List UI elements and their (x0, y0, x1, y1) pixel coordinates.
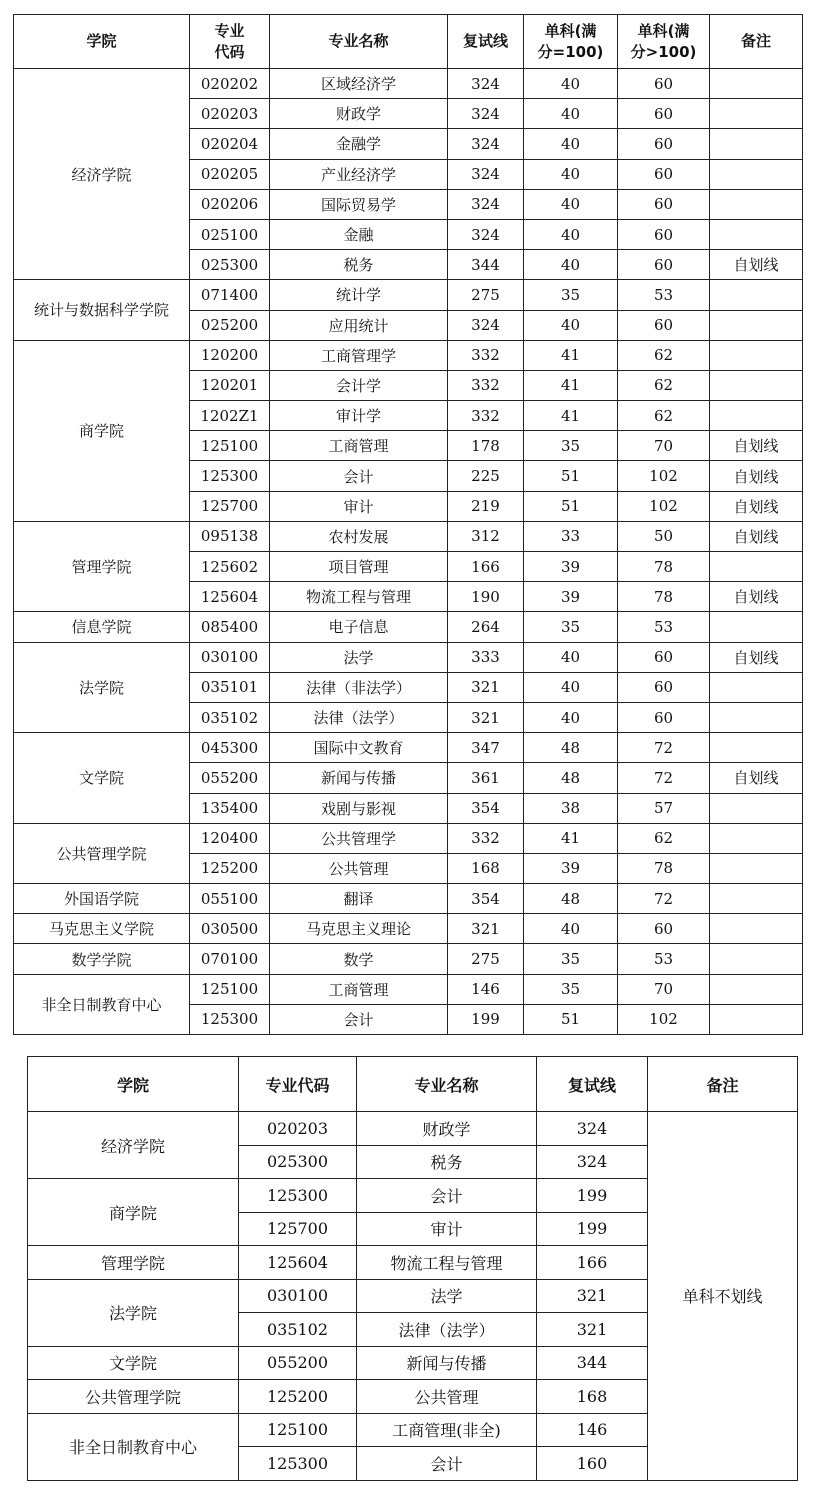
major-code-cell: 125200 (190, 853, 270, 883)
major-code-cell: 1202Z1 (190, 401, 270, 431)
single-100-cell: 40 (524, 250, 618, 280)
major-code-cell: 035102 (239, 1313, 357, 1347)
major-name-cell: 国际中文教育 (270, 733, 448, 763)
major-name-cell: 项目管理 (270, 552, 448, 582)
college-cell: 法学院 (14, 642, 190, 733)
table-row (14, 733, 803, 763)
header-college: 学院 (28, 1057, 239, 1112)
cutoff-score-cell: 166 (448, 552, 524, 582)
table-row (14, 280, 803, 310)
cutoff-score-cell: 324 (448, 189, 524, 219)
note-cell (710, 340, 803, 370)
note-cell: 自划线 (710, 461, 803, 491)
major-name-cell: 审计 (357, 1212, 537, 1246)
single-100-cell: 40 (524, 672, 618, 702)
major-name-cell: 会计 (357, 1447, 537, 1481)
major-code-cell: 125200 (239, 1380, 357, 1414)
note-cell (710, 552, 803, 582)
note-cell: 自划线 (710, 250, 803, 280)
single-100-cell: 40 (524, 159, 618, 189)
cutoff-score-cell: 199 (537, 1179, 648, 1213)
major-code-cell: 035102 (190, 702, 270, 732)
major-name-cell: 法律（非法学） (270, 672, 448, 702)
single-100-cell: 41 (524, 401, 618, 431)
single-over-100-cell: 78 (618, 853, 710, 883)
college-cell: 外国语学院 (14, 884, 190, 914)
major-code-cell: 120201 (190, 370, 270, 400)
cutoff-score-cell: 219 (448, 491, 524, 521)
single-over-100-cell: 60 (618, 69, 710, 99)
major-code-cell: 025300 (239, 1145, 357, 1179)
header-single-over-100-line1: 单科(满 (637, 21, 690, 40)
major-code-cell: 125604 (190, 582, 270, 612)
major-code-cell: 125100 (190, 431, 270, 461)
major-name-cell: 应用统计 (270, 310, 448, 340)
single-100-cell: 41 (524, 823, 618, 853)
college-cell: 非全日制教育中心 (14, 974, 190, 1034)
cutoff-score-cell: 347 (448, 733, 524, 763)
note-cell: 自划线 (710, 582, 803, 612)
cutoff-score-cell: 275 (448, 944, 524, 974)
note-cell (710, 1004, 803, 1034)
college-cell: 商学院 (28, 1179, 239, 1246)
single-over-100-cell: 72 (618, 763, 710, 793)
cutoff-table-main (13, 14, 803, 1035)
major-code-cell: 070100 (190, 944, 270, 974)
single-100-cell: 39 (524, 582, 618, 612)
single-over-100-cell: 72 (618, 733, 710, 763)
header-single-100-line1: 单科(满 (544, 21, 597, 40)
note-cell (710, 853, 803, 883)
header-note: 备注 (648, 1057, 798, 1112)
note-cell (710, 672, 803, 702)
note-cell (710, 99, 803, 129)
single-over-100-cell: 53 (618, 944, 710, 974)
table-row (14, 944, 803, 974)
note-cell (710, 401, 803, 431)
college-cell: 非全日制教育中心 (28, 1413, 239, 1480)
single-over-100-cell: 62 (618, 401, 710, 431)
single-over-100-cell: 60 (618, 99, 710, 129)
major-code-cell: 120400 (190, 823, 270, 853)
cutoff-score-cell: 361 (448, 763, 524, 793)
college-cell: 文学院 (28, 1346, 239, 1380)
college-cell: 公共管理学院 (14, 823, 190, 883)
note-cell (710, 793, 803, 823)
major-code-cell: 125100 (239, 1413, 357, 1447)
table-row (14, 914, 803, 944)
header-college: 学院 (14, 15, 190, 69)
major-name-cell: 会计 (270, 461, 448, 491)
single-100-cell: 40 (524, 99, 618, 129)
cutoff-score-cell: 324 (448, 159, 524, 189)
single-over-100-cell: 62 (618, 823, 710, 853)
note-cell (710, 370, 803, 400)
cutoff-score-cell: 324 (448, 310, 524, 340)
major-name-cell: 法学 (357, 1279, 537, 1313)
cutoff-score-cell: 324 (448, 69, 524, 99)
single-100-cell: 38 (524, 793, 618, 823)
single-100-cell: 48 (524, 884, 618, 914)
major-name-cell: 戏剧与影视 (270, 793, 448, 823)
header-cutoff-score: 复试线 (537, 1057, 648, 1112)
major-name-cell: 新闻与传播 (357, 1346, 537, 1380)
single-over-100-cell: 60 (618, 250, 710, 280)
table-row (14, 642, 803, 672)
single-100-cell: 35 (524, 280, 618, 310)
cutoff-score-cell: 264 (448, 612, 524, 642)
major-name-cell: 产业经济学 (270, 159, 448, 189)
note-cell (710, 944, 803, 974)
college-cell: 经济学院 (28, 1112, 239, 1179)
single-over-100-cell: 60 (618, 702, 710, 732)
table-header-row (14, 15, 803, 69)
header-single-100 (524, 15, 618, 69)
cutoff-score-cell: 146 (448, 974, 524, 1004)
major-code-cell: 125300 (239, 1179, 357, 1213)
major-code-cell: 020202 (190, 69, 270, 99)
major-name-cell: 电子信息 (270, 612, 448, 642)
college-cell: 数学学院 (14, 944, 190, 974)
cutoff-score-cell: 324 (448, 99, 524, 129)
single-over-100-cell: 78 (618, 582, 710, 612)
cutoff-score-cell: 312 (448, 521, 524, 551)
cutoff-score-cell: 166 (537, 1246, 648, 1280)
major-name-cell: 物流工程与管理 (270, 582, 448, 612)
cutoff-score-cell: 321 (448, 702, 524, 732)
major-name-cell: 工商管理(非全) (357, 1413, 537, 1447)
table-header-row (28, 1057, 798, 1112)
major-code-cell: 135400 (190, 793, 270, 823)
table-body (14, 69, 803, 1035)
cutoff-score-cell: 178 (448, 431, 524, 461)
major-name-cell: 公共管理 (270, 853, 448, 883)
single-over-100-cell: 102 (618, 1004, 710, 1034)
single-over-100-cell: 50 (618, 521, 710, 551)
cutoff-table-no-single-line (27, 1056, 798, 1481)
single-100-cell: 40 (524, 219, 618, 249)
major-name-cell: 数学 (270, 944, 448, 974)
cutoff-score-cell: 344 (448, 250, 524, 280)
single-100-cell: 33 (524, 521, 618, 551)
single-over-100-cell: 102 (618, 461, 710, 491)
note-cell: 自划线 (710, 763, 803, 793)
single-100-cell: 39 (524, 552, 618, 582)
major-name-cell: 马克思主义理论 (270, 914, 448, 944)
single-over-100-cell: 60 (618, 914, 710, 944)
cutoff-score-cell: 344 (537, 1346, 648, 1380)
cutoff-score-cell: 354 (448, 884, 524, 914)
major-code-cell: 020203 (190, 99, 270, 129)
major-name-cell: 审计学 (270, 401, 448, 431)
major-name-cell: 法学 (270, 642, 448, 672)
cutoff-score-cell: 332 (448, 370, 524, 400)
table-row (14, 69, 803, 99)
cutoff-score-cell: 324 (448, 129, 524, 159)
major-code-cell: 025300 (190, 250, 270, 280)
major-code-cell: 125602 (190, 552, 270, 582)
major-name-cell: 公共管理 (357, 1380, 537, 1414)
college-cell: 管理学院 (14, 521, 190, 612)
single-100-cell: 40 (524, 129, 618, 159)
major-name-cell: 统计学 (270, 280, 448, 310)
single-over-100-cell: 60 (618, 129, 710, 159)
major-name-cell: 法律（法学） (357, 1313, 537, 1347)
college-cell: 马克思主义学院 (14, 914, 190, 944)
single-over-100-cell: 53 (618, 280, 710, 310)
single-over-100-cell: 60 (618, 189, 710, 219)
note-cell (710, 702, 803, 732)
note-cell (710, 129, 803, 159)
major-name-cell: 金融 (270, 219, 448, 249)
cutoff-score-cell: 333 (448, 642, 524, 672)
single-100-cell: 35 (524, 944, 618, 974)
table-row (14, 612, 803, 642)
single-100-cell: 35 (524, 431, 618, 461)
table-row (14, 823, 803, 853)
major-code-cell: 030100 (239, 1279, 357, 1313)
header-single-over-100-line2: 分>100) (630, 42, 697, 61)
header-major-name: 专业名称 (357, 1057, 537, 1112)
major-name-cell: 工商管理学 (270, 340, 448, 370)
single-over-100-cell: 60 (618, 159, 710, 189)
major-code-cell: 055100 (190, 884, 270, 914)
major-code-cell: 095138 (190, 521, 270, 551)
college-cell: 商学院 (14, 340, 190, 521)
single-100-cell: 48 (524, 733, 618, 763)
cutoff-score-cell: 199 (448, 1004, 524, 1034)
note-cell (710, 159, 803, 189)
header-cutoff-score: 复试线 (448, 15, 524, 69)
major-name-cell: 金融学 (270, 129, 448, 159)
major-name-cell: 会计学 (270, 370, 448, 400)
major-code-cell: 125300 (239, 1447, 357, 1481)
major-code-cell: 020205 (190, 159, 270, 189)
table-row (14, 340, 803, 370)
cutoff-score-cell: 146 (537, 1413, 648, 1447)
major-name-cell: 国际贸易学 (270, 189, 448, 219)
cutoff-score-cell: 160 (537, 1447, 648, 1481)
table-row (28, 1112, 798, 1146)
cutoff-score-cell: 321 (537, 1279, 648, 1313)
major-name-cell: 翻译 (270, 884, 448, 914)
major-code-cell: 030500 (190, 914, 270, 944)
note-cell (710, 914, 803, 944)
cutoff-score-cell: 225 (448, 461, 524, 491)
note-cell: 自划线 (710, 431, 803, 461)
table-row (14, 974, 803, 1004)
single-100-cell: 51 (524, 461, 618, 491)
note-cell (710, 280, 803, 310)
cutoff-score-cell: 275 (448, 280, 524, 310)
note-cell (710, 612, 803, 642)
cutoff-score-cell: 199 (537, 1212, 648, 1246)
major-code-cell: 125700 (190, 491, 270, 521)
major-name-cell: 税务 (357, 1145, 537, 1179)
major-code-cell: 125300 (190, 461, 270, 491)
single-over-100-cell: 60 (618, 219, 710, 249)
major-code-cell: 020203 (239, 1112, 357, 1146)
single-100-cell: 40 (524, 189, 618, 219)
note-cell (710, 310, 803, 340)
major-code-cell: 120200 (190, 340, 270, 370)
note-cell (710, 733, 803, 763)
major-name-cell: 工商管理 (270, 974, 448, 1004)
major-code-cell: 125700 (239, 1212, 357, 1246)
cutoff-score-cell: 324 (537, 1112, 648, 1146)
cutoff-score-cell: 321 (448, 914, 524, 944)
cutoff-score-cell: 324 (448, 219, 524, 249)
single-over-100-cell: 70 (618, 431, 710, 461)
college-cell: 文学院 (14, 733, 190, 824)
college-cell: 公共管理学院 (28, 1380, 239, 1414)
header-single-over-100 (618, 15, 710, 69)
table-row (14, 521, 803, 551)
note-cell (710, 974, 803, 1004)
note-cell: 自划线 (710, 642, 803, 672)
major-name-cell: 新闻与传播 (270, 763, 448, 793)
single-over-100-cell: 60 (618, 310, 710, 340)
header-code (190, 15, 270, 69)
header-code-line2: 代码 (214, 42, 245, 61)
cutoff-score-cell: 321 (448, 672, 524, 702)
major-name-cell: 税务 (270, 250, 448, 280)
table-body (28, 1112, 798, 1481)
major-code-cell: 035101 (190, 672, 270, 702)
major-code-cell: 020204 (190, 129, 270, 159)
major-code-cell: 085400 (190, 612, 270, 642)
major-name-cell: 物流工程与管理 (357, 1246, 537, 1280)
single-100-cell: 40 (524, 702, 618, 732)
note-cell (710, 823, 803, 853)
single-over-100-cell: 57 (618, 793, 710, 823)
single-100-cell: 51 (524, 1004, 618, 1034)
college-cell: 经济学院 (14, 69, 190, 280)
cutoff-score-cell: 324 (537, 1145, 648, 1179)
single-over-100-cell: 78 (618, 552, 710, 582)
cutoff-score-cell: 332 (448, 823, 524, 853)
college-cell: 法学院 (28, 1279, 239, 1346)
major-name-cell: 财政学 (270, 99, 448, 129)
single-100-cell: 40 (524, 310, 618, 340)
note-cell (710, 884, 803, 914)
note-cell: 自划线 (710, 521, 803, 551)
major-code-cell: 125604 (239, 1246, 357, 1280)
single-100-cell: 35 (524, 974, 618, 1004)
single-100-cell: 40 (524, 69, 618, 99)
major-code-cell: 025200 (190, 310, 270, 340)
single-over-100-cell: 72 (618, 884, 710, 914)
single-over-100-cell: 62 (618, 370, 710, 400)
major-name-cell: 公共管理学 (270, 823, 448, 853)
cutoff-score-cell: 354 (448, 793, 524, 823)
single-over-100-cell: 102 (618, 491, 710, 521)
note-cell: 单科不划线 (648, 1112, 798, 1481)
major-code-cell: 071400 (190, 280, 270, 310)
header-code: 专业代码 (239, 1057, 357, 1112)
major-code-cell: 025100 (190, 219, 270, 249)
college-cell: 统计与数据科学学院 (14, 280, 190, 340)
cutoff-score-cell: 190 (448, 582, 524, 612)
header-major-name: 专业名称 (270, 15, 448, 69)
note-cell (710, 219, 803, 249)
major-code-cell: 125300 (190, 1004, 270, 1034)
note-cell: 自划线 (710, 491, 803, 521)
cutoff-score-cell: 168 (448, 853, 524, 883)
table-row (14, 884, 803, 914)
cutoff-score-cell: 168 (537, 1380, 648, 1414)
major-code-cell: 055200 (239, 1346, 357, 1380)
major-name-cell: 审计 (270, 491, 448, 521)
single-over-100-cell: 60 (618, 642, 710, 672)
single-100-cell: 40 (524, 914, 618, 944)
single-100-cell: 48 (524, 763, 618, 793)
header-code-line1: 专业 (214, 21, 245, 40)
note-cell (710, 69, 803, 99)
major-name-cell: 财政学 (357, 1112, 537, 1146)
header-single-100-line2: 分=100) (537, 42, 604, 61)
single-over-100-cell: 60 (618, 672, 710, 702)
cutoff-score-cell: 332 (448, 401, 524, 431)
major-code-cell: 030100 (190, 642, 270, 672)
single-over-100-cell: 70 (618, 974, 710, 1004)
cutoff-score-cell: 321 (537, 1313, 648, 1347)
college-cell: 管理学院 (28, 1246, 239, 1280)
major-name-cell: 会计 (357, 1179, 537, 1213)
single-over-100-cell: 53 (618, 612, 710, 642)
major-name-cell: 区域经济学 (270, 69, 448, 99)
college-cell: 信息学院 (14, 612, 190, 642)
major-code-cell: 020206 (190, 189, 270, 219)
single-100-cell: 41 (524, 340, 618, 370)
major-name-cell: 工商管理 (270, 431, 448, 461)
single-100-cell: 41 (524, 370, 618, 400)
major-code-cell: 045300 (190, 733, 270, 763)
single-100-cell: 40 (524, 642, 618, 672)
major-code-cell: 125100 (190, 974, 270, 1004)
major-name-cell: 法律（法学） (270, 702, 448, 732)
major-name-cell: 会计 (270, 1004, 448, 1034)
single-100-cell: 39 (524, 853, 618, 883)
major-code-cell: 055200 (190, 763, 270, 793)
header-note: 备注 (710, 15, 803, 69)
single-100-cell: 51 (524, 491, 618, 521)
cutoff-score-cell: 332 (448, 340, 524, 370)
note-cell (710, 189, 803, 219)
single-100-cell: 35 (524, 612, 618, 642)
single-over-100-cell: 62 (618, 340, 710, 370)
major-name-cell: 农村发展 (270, 521, 448, 551)
